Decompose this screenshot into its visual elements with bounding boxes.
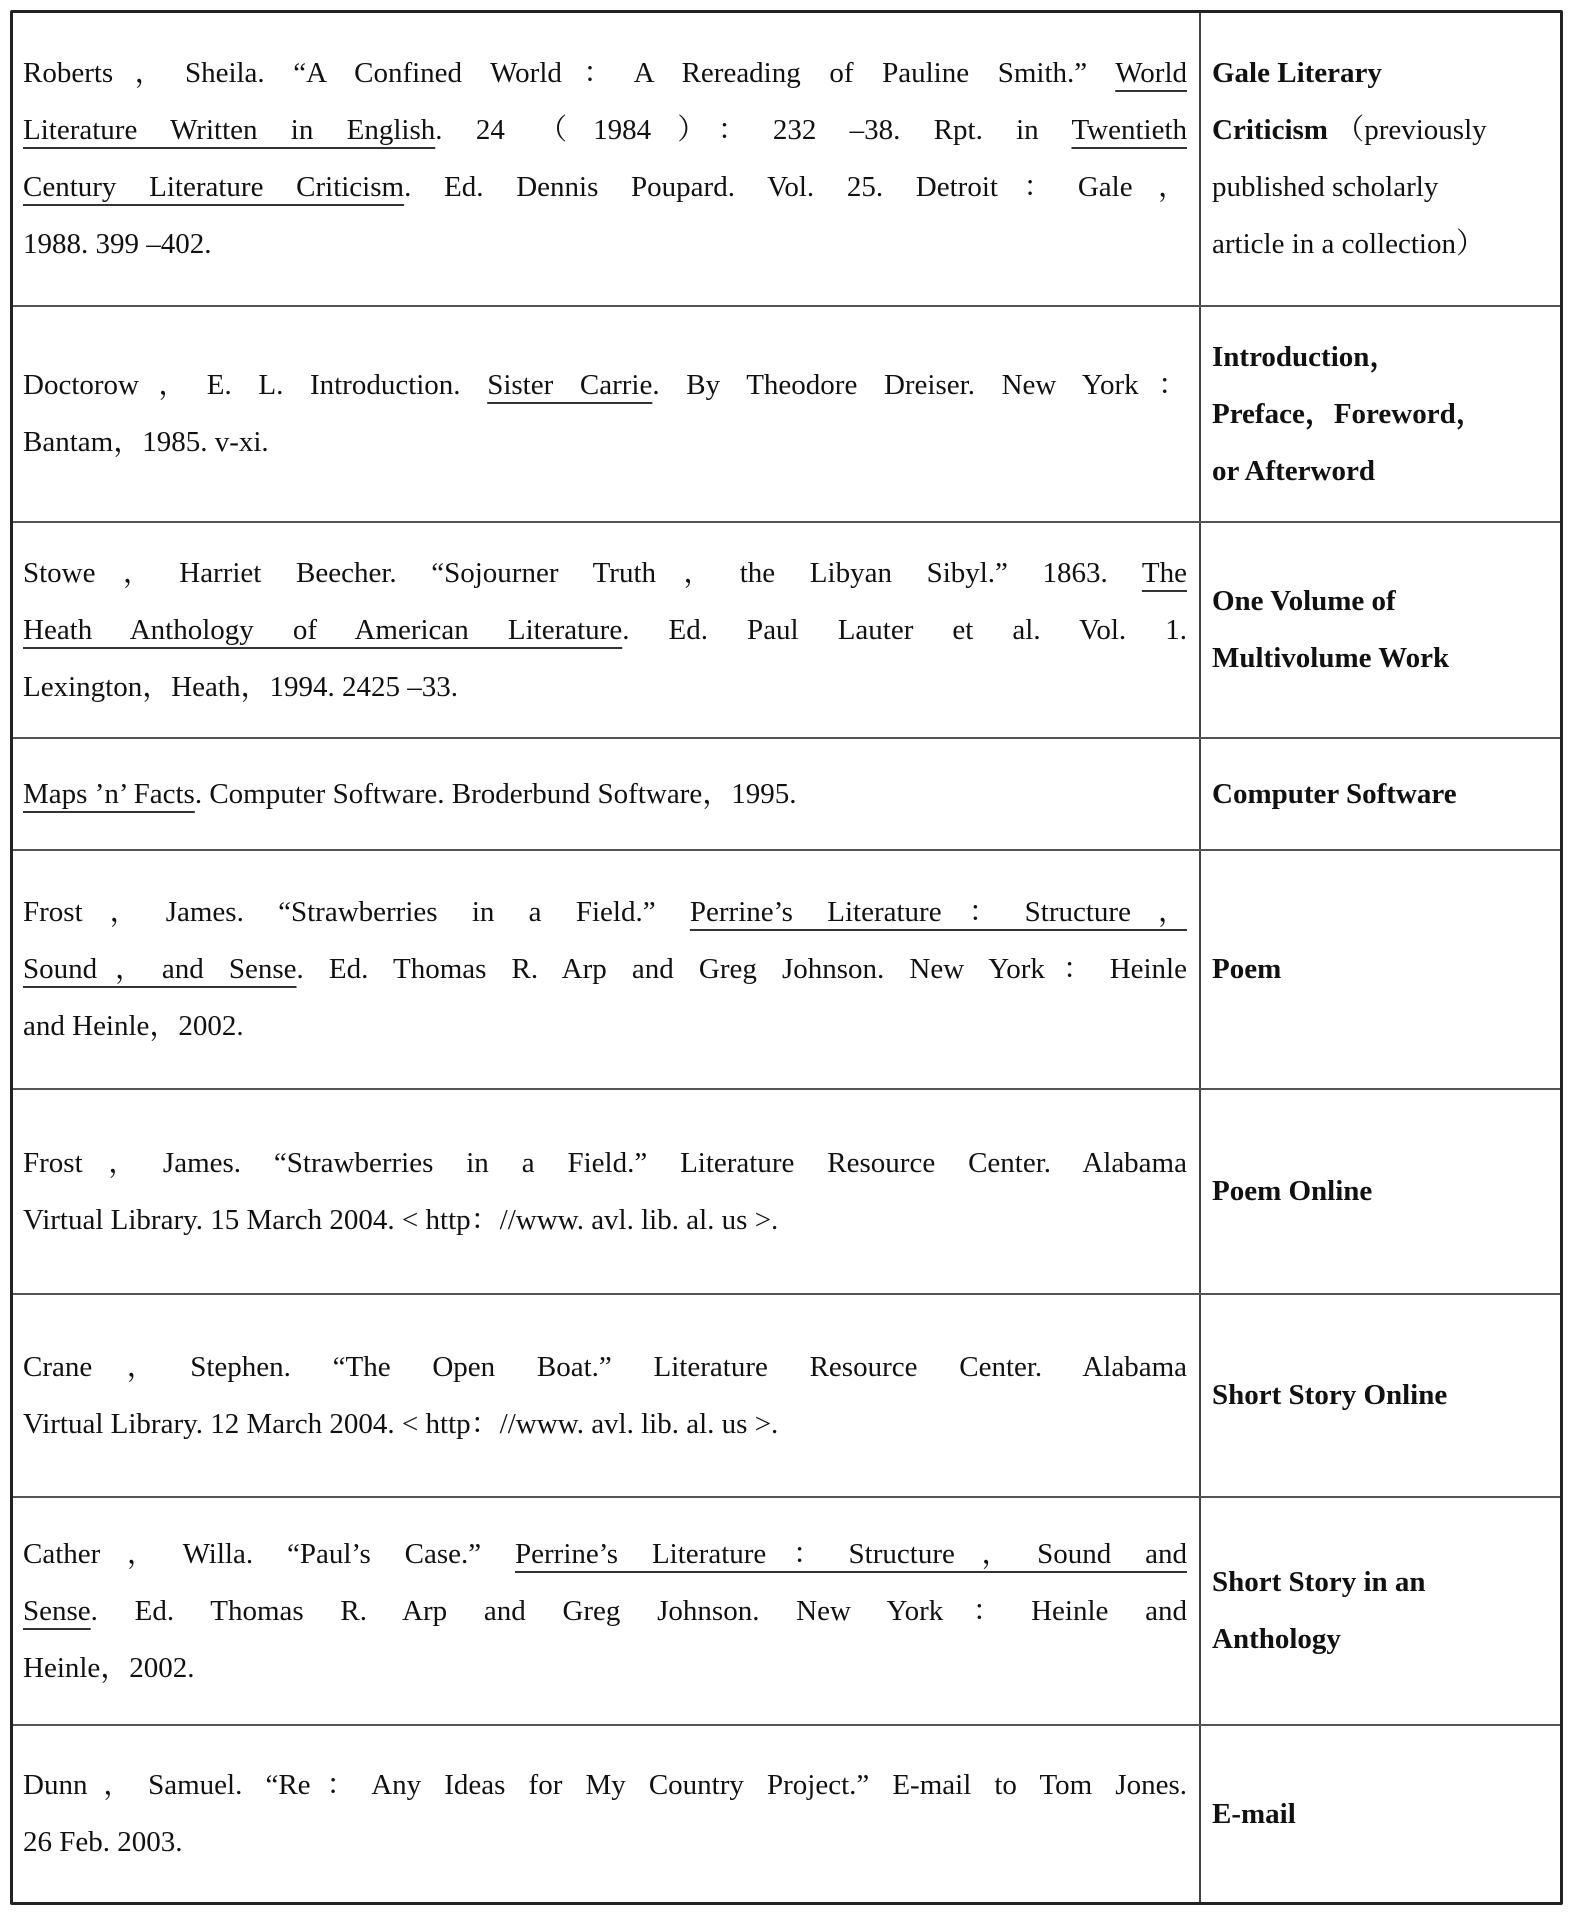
text-segment: 26 Feb. 2003.: [23, 1826, 183, 1858]
source-type-line: [1212, 766, 1554, 823]
table-row: [13, 1295, 1560, 1498]
text-segment: . Computer Software. Broderbund Software，1995.: [194, 777, 797, 810]
underlined-title: Twentieth: [1071, 114, 1187, 146]
source-type-line: [1212, 1611, 1554, 1668]
text-segment: Cather，Willa. “Paul’s Case.”: [23, 1537, 515, 1570]
text-segment: Frost，James. “Strawberries in a Field.”: [23, 896, 690, 928]
citation-entry-line: [23, 884, 1187, 941]
table-row: [13, 739, 1560, 851]
source-type: [1201, 523, 1560, 737]
text-segment: （previously: [1327, 114, 1487, 146]
text-segment: Lexington，Heath，1994. 2425 –33.: [23, 670, 458, 703]
text-segment: Doctorow，E. L. Introduction.: [23, 369, 488, 401]
underlined-title: Maps ’n’ Facts: [23, 777, 195, 810]
source-type-line: [1212, 1554, 1554, 1611]
category-label: or Afterword: [1212, 454, 1375, 487]
text-segment: Stowe，Harriet Beecher. “Sojourner Truth，the Libyan Sibyl.” 1863.: [23, 556, 1142, 589]
underlined-title: Century Literature Criticism: [23, 171, 405, 203]
category-label: One Volume of: [1212, 585, 1396, 617]
text-segment: . Ed. Paul Lauter et al. Vol. 1.: [622, 613, 1187, 646]
underlined-title: Heath Anthology of American Literature: [23, 613, 623, 646]
table-row: [13, 1498, 1560, 1726]
citation-entry-line: [23, 1192, 1187, 1249]
category-label: Poem: [1212, 953, 1282, 985]
citation-entry-line: [23, 1583, 1187, 1640]
underlined-title: Literature Written in English: [23, 114, 436, 146]
source-type: [1201, 1498, 1560, 1724]
source-type: [1201, 1090, 1560, 1293]
text-segment: article in a collection）: [1212, 228, 1485, 260]
category-label: Anthology: [1212, 1623, 1341, 1655]
citation-entry: [13, 1726, 1201, 1902]
table-row: [13, 307, 1560, 523]
text-segment: Roberts，Sheila. “A Confined World：A Rereading of Pauline Smith.”: [23, 57, 1116, 89]
citation-entry-line: [23, 545, 1187, 602]
citation-entry: [13, 13, 1201, 305]
text-segment: Virtual Library. 12 March 2004. < http：//www. avl. lib. al. us >.: [23, 1407, 779, 1440]
source-type-line: [1212, 630, 1554, 687]
table-row: [13, 13, 1560, 307]
text-segment: . 24 （1984）：232 –38. Rpt. in: [435, 114, 1072, 146]
category-label: Poem Online: [1212, 1175, 1373, 1207]
table-row: [13, 851, 1560, 1090]
text-segment: . Ed. Thomas R. Arp and Greg Johnson. New York：Heinle: [296, 953, 1187, 985]
source-type-line: [1212, 573, 1554, 630]
citation-entry-line: [23, 1135, 1187, 1192]
text-segment: Virtual Library. 15 March 2004. < http：//www. avl. lib. al. us >.: [23, 1203, 779, 1236]
source-type-line: [1212, 1367, 1554, 1424]
source-type: [1201, 1726, 1560, 1902]
category-label: Introduction，: [1212, 340, 1399, 373]
underlined-title: Perrine’s Literature：Structure，Sound and: [515, 1537, 1187, 1570]
citation-entry: [13, 1498, 1201, 1724]
citation-entry-line: [23, 1757, 1187, 1814]
underlined-title: World: [1115, 57, 1187, 89]
text-segment: 1988. 399 –402.: [23, 228, 212, 260]
text-segment: . Ed. Thomas R. Arp and Greg Johnson. New York：Heinle and: [90, 1594, 1187, 1627]
citation-entry: [13, 851, 1201, 1088]
category-label: Preface，Foreword，: [1212, 397, 1485, 430]
citation-entry-line: [23, 1640, 1187, 1697]
text-segment: . Ed. Dennis Poupard. Vol. 25. Detroit：Gale，: [404, 171, 1187, 203]
citation-entry: [13, 739, 1201, 849]
text-segment: . By Theodore Dreiser. New York：: [652, 369, 1187, 401]
source-type: [1201, 739, 1560, 849]
citation-entry-line: [23, 102, 1187, 159]
citation-entry: [13, 1295, 1201, 1496]
underlined-title: Sister Carrie: [487, 369, 653, 401]
citation-entry-line: [23, 45, 1187, 102]
text-segment: Frost，James. “Strawberries in a Field.” Literature Resource Center. Alabama: [23, 1146, 1187, 1179]
citation-entry-line: [23, 766, 1187, 823]
source-type-line: [1212, 443, 1554, 500]
text-segment: published scholarly: [1212, 171, 1439, 203]
citation-entry-line: [23, 1814, 1187, 1871]
citation-entry-line: [23, 357, 1187, 414]
citation-entry-line: [23, 1339, 1187, 1396]
source-type-line: [1212, 329, 1554, 386]
citation-entry-line: [23, 998, 1187, 1055]
source-type-line: [1212, 102, 1554, 159]
text-segment: Heinle，2002.: [23, 1651, 195, 1684]
source-type-line: [1212, 1786, 1554, 1843]
underlined-title: Perrine’s Literature：Structure，: [689, 896, 1187, 928]
citation-entry-line: [23, 414, 1187, 471]
citation-entry-line: [23, 602, 1187, 659]
category-label: E-mail: [1212, 1797, 1296, 1830]
source-type: [1201, 851, 1560, 1088]
category-label: Short Story in an: [1212, 1566, 1426, 1598]
table-row: [13, 1090, 1560, 1295]
text-segment: Bantam，1985. v-xi.: [23, 426, 269, 458]
source-type-line: [1212, 159, 1554, 216]
text-segment: and Heinle，2002.: [23, 1010, 244, 1042]
citation-entry: [13, 523, 1201, 737]
citation-entry-line: [23, 941, 1187, 998]
citation-entry-line: [23, 159, 1187, 216]
citation-entry-line: [23, 659, 1187, 716]
source-type: [1201, 307, 1560, 521]
text-segment: Crane，Stephen. “The Open Boat.” Literature Resource Center. Alabama: [23, 1350, 1187, 1383]
table-row: [13, 523, 1560, 739]
source-type-line: [1212, 1163, 1554, 1220]
citation-entry-line: [23, 216, 1187, 273]
citation-entry-line: [23, 1526, 1187, 1583]
source-type-line: [1212, 386, 1554, 443]
underlined-title: Sound，and Sense: [23, 953, 297, 985]
underlined-title: The: [1141, 556, 1187, 589]
category-label: Computer Software: [1212, 777, 1457, 810]
table-row: [13, 1726, 1560, 1902]
category-label: Gale Literary: [1212, 57, 1382, 89]
source-type: [1201, 13, 1560, 305]
source-type-line: [1212, 216, 1554, 273]
source-type-line: [1212, 45, 1554, 102]
underlined-title: Sense: [23, 1594, 91, 1627]
citation-entry-line: [23, 1396, 1187, 1453]
category-label: Short Story Online: [1212, 1379, 1448, 1411]
text-segment: Dunn，Samuel. “Re：Any Ideas for My Country Project.” E-mail to Tom Jones.: [23, 1769, 1187, 1801]
citation-entry: [13, 307, 1201, 521]
category-label: Multivolume Work: [1212, 642, 1450, 674]
source-type: [1201, 1295, 1560, 1496]
source-type-line: [1212, 941, 1554, 998]
category-label: Criticism: [1212, 114, 1328, 146]
citation-entry: [13, 1090, 1201, 1293]
citations-table: [10, 10, 1563, 1905]
